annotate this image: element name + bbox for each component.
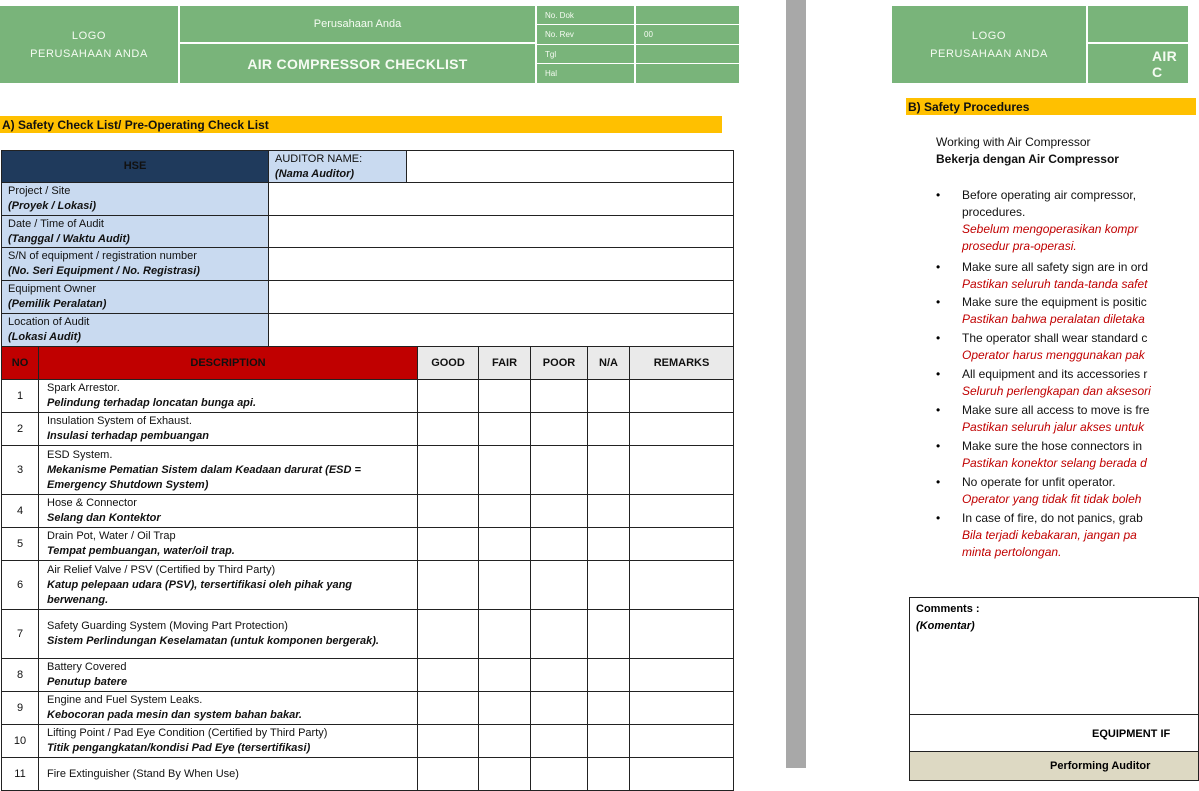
cell-poor[interactable] (531, 380, 588, 413)
item-number: 7 (2, 610, 39, 659)
doc-field-label: Hal (537, 64, 635, 83)
cell-poor[interactable] (531, 446, 588, 495)
procedure-text-id: Bila terjadi kebakaran, jangan pa (962, 528, 1137, 542)
item-number: 11 (2, 758, 39, 791)
document-title (1088, 44, 1188, 83)
col-fair: FAIR (479, 347, 531, 380)
procedure-text-en: No operate for unfit operator. (962, 475, 1116, 489)
item-description-en: Air Relief Valve / PSV (Certified by Third Party) (47, 563, 276, 576)
cell-remarks[interactable] (630, 413, 734, 446)
table-row (2, 561, 734, 610)
bullet-icon: • (936, 260, 941, 274)
cell-good[interactable] (418, 610, 479, 659)
cell-poor[interactable] (531, 659, 588, 692)
table-row (2, 758, 734, 791)
item-description-en: Lifting Point / Pad Eye Condition (Certified by Third Party) (47, 727, 328, 739)
item-description (39, 380, 418, 413)
procedure-text-id: Operator harus menggunakan pak (962, 348, 1145, 362)
item-number: 10 (2, 725, 39, 758)
performing-auditor-label: Performing Auditor (1050, 760, 1151, 772)
cell-na[interactable] (588, 446, 630, 495)
item-description-id: Pelindung terhadap loncatan bunga api. (47, 397, 257, 409)
cell-fair[interactable] (479, 725, 531, 758)
info-value-field[interactable] (269, 183, 734, 216)
cell-good[interactable] (418, 495, 479, 528)
table-row (2, 659, 734, 692)
info-value-field[interactable] (269, 216, 734, 248)
cell-good[interactable] (418, 446, 479, 495)
col-good: GOOD (418, 347, 479, 380)
section-b-title (906, 98, 1196, 115)
bullet-icon: • (936, 475, 941, 489)
item-description (39, 495, 418, 528)
cell-poor[interactable] (531, 692, 588, 725)
bullet-icon: • (936, 403, 941, 417)
cell-fair[interactable] (479, 659, 531, 692)
doc-field-value (636, 45, 739, 64)
cell-remarks[interactable] (630, 725, 734, 758)
equipment-row (909, 714, 1199, 752)
hse-header: HSE (2, 151, 269, 183)
item-description-en: Spark Arrestor. (47, 382, 120, 394)
page-divider (786, 0, 806, 768)
item-number: 8 (2, 659, 39, 692)
performing-auditor-row (909, 751, 1199, 781)
cell-good[interactable] (418, 659, 479, 692)
cell-poor[interactable] (531, 413, 588, 446)
bullet-icon: • (936, 188, 941, 202)
cell-fair[interactable] (479, 413, 531, 446)
item-description (39, 528, 418, 561)
info-label: Equipment Owner (Pemilik Peralatan) (2, 281, 269, 314)
cell-fair[interactable] (479, 692, 531, 725)
item-description (39, 610, 418, 659)
cell-remarks[interactable] (630, 528, 734, 561)
cell-remarks[interactable] (630, 692, 734, 725)
procedure-text-id: Pastikan bahwa peralatan diletaka (962, 312, 1145, 326)
cell-remarks[interactable] (630, 446, 734, 495)
logo-line1: LOGO (971, 29, 1007, 42)
item-description-id: Katup pelepaan udara (PSV), tersertifikasi oleh pihak yang berwenang. (47, 578, 353, 606)
doc-field-label: No. Rev (537, 25, 635, 45)
doc-field-label: No. Dok (537, 6, 635, 25)
table-row (2, 725, 734, 758)
cell-good[interactable] (418, 380, 479, 413)
comments-label-id: (Komentar) (916, 620, 975, 632)
table-row (2, 495, 734, 528)
cell-remarks[interactable] (630, 380, 734, 413)
item-description-en: Drain Pot, Water / Oil Trap (47, 530, 176, 542)
cell-poor[interactable] (531, 528, 588, 561)
company-name (180, 6, 536, 43)
item-description-en: ESD System. (47, 448, 113, 461)
company-name-text: Perusahaan Anda (313, 18, 402, 30)
cell-na[interactable] (588, 528, 630, 561)
table-row (2, 446, 734, 495)
item-description-en: Fire Extinguisher (Stand By When Use) (47, 767, 239, 780)
procedure-text-en: In case of fire, do not panics, grab (962, 511, 1143, 525)
item-description-id: Kebocoran pada mesin dan system bahan bakar. (47, 709, 302, 721)
table-row (2, 380, 734, 413)
cell-fair[interactable] (479, 561, 531, 610)
item-description (39, 413, 418, 446)
cell-poor[interactable] (531, 495, 588, 528)
procedure-text-id: Seluruh perlengkapan dan aksesori (962, 384, 1151, 398)
info-value-field[interactable] (269, 314, 734, 347)
procedure-text-en: All equipment and its accessories r (962, 367, 1148, 381)
procedure-text-id: Pastikan seluruh tanda-tanda safet (962, 277, 1148, 291)
cell-poor[interactable] (531, 561, 588, 610)
doc-fields (537, 6, 739, 83)
procedure-text-en: Before operating air compressor, (962, 188, 1137, 202)
auditor-name-label: AUDITOR NAME: (Nama Auditor) (269, 151, 407, 183)
procedure-text-id: Operator yang tidak fit tidak boleh (962, 492, 1142, 506)
item-description-en: Hose & Connector (47, 497, 137, 509)
item-description (39, 659, 418, 692)
company-name (1088, 6, 1188, 43)
table-row (2, 610, 734, 659)
bullet-icon: • (936, 295, 941, 309)
col-na: N/A (588, 347, 630, 380)
item-number: 4 (2, 495, 39, 528)
cell-remarks[interactable] (630, 561, 734, 610)
col-description: DESCRIPTION (39, 347, 418, 380)
info-label: Location of Audit (Lokasi Audit) (2, 314, 269, 347)
cell-remarks[interactable] (630, 659, 734, 692)
procedure-text-id: Sebelum mengoperasikan kompr (962, 222, 1139, 236)
checklist-table (1, 150, 734, 791)
item-description (39, 692, 418, 725)
item-description-id: Insulasi terhadap pembuangan (47, 430, 209, 442)
item-number: 5 (2, 528, 39, 561)
cell-fair[interactable] (479, 380, 531, 413)
cell-fair[interactable] (479, 528, 531, 561)
item-description-id: Penutup batere (47, 676, 128, 688)
col-no: NO (2, 347, 39, 380)
info-value-field[interactable] (269, 281, 734, 314)
cell-na[interactable] (588, 495, 630, 528)
cell-poor[interactable] (531, 725, 588, 758)
item-description-en: Safety Guarding System (Moving Part Protection) (47, 620, 288, 632)
item-number: 2 (2, 413, 39, 446)
bullet-icon: • (936, 367, 941, 381)
logo-box (892, 6, 1087, 83)
comments-box[interactable] (909, 597, 1199, 715)
cell-remarks[interactable] (630, 495, 734, 528)
cell-fair[interactable] (479, 758, 531, 791)
procedure-text-id: minta pertolongan. (962, 545, 1062, 559)
item-description (39, 725, 418, 758)
cell-good[interactable] (418, 528, 479, 561)
info-value-field[interactable] (269, 248, 734, 281)
bullet-icon: • (936, 511, 941, 525)
item-number: 9 (2, 692, 39, 725)
cell-na[interactable] (588, 413, 630, 446)
procedure-text-id: Pastikan konektor selang berada d (962, 456, 1147, 470)
cell-good[interactable] (418, 725, 479, 758)
item-number: 3 (2, 446, 39, 495)
bullet-icon: • (936, 331, 941, 345)
table-row (2, 413, 734, 446)
item-number: 1 (2, 380, 39, 413)
info-label: Project / Site (Proyek / Lokasi) (2, 183, 269, 216)
cell-poor[interactable] (531, 758, 588, 791)
cell-na[interactable] (588, 725, 630, 758)
info-label: Date / Time of Audit (Tanggal / Waktu Audit) (2, 216, 269, 248)
bullet-icon: • (936, 439, 941, 453)
item-description (39, 446, 418, 495)
item-description-id: Selang dan Kontektor (47, 512, 161, 524)
document-title (180, 44, 536, 83)
table-row (2, 692, 734, 725)
item-description-id: Tempat pembuangan, water/oil trap. (47, 545, 235, 557)
cell-fair[interactable] (479, 610, 531, 659)
intro-id: Bekerja dengan Air Compressor (936, 152, 1119, 166)
cell-na[interactable] (588, 659, 630, 692)
procedure-text-en: Make sure all safety sign are in ord (962, 260, 1149, 274)
item-description (39, 561, 418, 610)
item-description-en: Battery Covered (47, 661, 127, 673)
doc-field-value (636, 6, 739, 25)
document-page-2 (806, 0, 1186, 772)
cell-good[interactable] (418, 692, 479, 725)
col-poor: POOR (531, 347, 588, 380)
procedure-text-id: Pastikan seluruh jalur akses untuk (962, 420, 1145, 434)
document-title-text: AIR C (1152, 47, 1178, 80)
logo-line2: PERUSAHAAN ANDA (930, 47, 1048, 60)
equipment-label: EQUIPMENT IF (1092, 728, 1171, 740)
column-header-row (2, 347, 734, 380)
cell-fair[interactable] (479, 495, 531, 528)
procedure-text-en: Make sure all access to move is fre (962, 403, 1150, 417)
cell-na[interactable] (588, 610, 630, 659)
procedure-text-en: procedures. (962, 205, 1026, 219)
logo-box (0, 6, 179, 83)
col-remarks: REMARKS (630, 347, 734, 380)
intro-en: Working with Air Compressor (936, 135, 1091, 149)
item-description-id: Titik pengangkatan/kondisi Pad Eye (tersertifikasi) (47, 742, 311, 754)
auditor-name-field[interactable] (407, 151, 734, 183)
item-description (39, 758, 418, 791)
cell-good[interactable] (418, 413, 479, 446)
doc-field-label: Tgl (537, 45, 635, 64)
item-description-en: Engine and Fuel System Leaks. (47, 694, 203, 706)
section-a-title (0, 116, 722, 133)
cell-na[interactable] (588, 380, 630, 413)
doc-field-value: 00 (636, 25, 739, 45)
cell-na[interactable] (588, 561, 630, 610)
cell-good[interactable] (418, 561, 479, 610)
item-description-id: Sistem Perlindungan Keselamatan (untuk komponen bergerak). (47, 635, 379, 647)
section-a-title-text: A) Safety Check List/ Pre-Operating Check List (2, 117, 269, 132)
item-description-id: Mekanisme Pematian Sistem dalam Keadaan darurat (ESD = Emergency Shutdown System) (47, 463, 361, 491)
cell-good[interactable] (418, 758, 479, 791)
logo-line2: PERUSAHAAN ANDA (30, 47, 148, 60)
cell-na[interactable] (588, 692, 630, 725)
procedure-text-en: Make sure the equipment is positic (962, 295, 1147, 309)
procedure-text-id: prosedur pra-operasi. (962, 239, 1077, 253)
doc-field-value (636, 64, 739, 83)
procedure-text-en: Make sure the hose connectors in (962, 439, 1143, 453)
section-b-title-text: B) Safety Procedures (908, 99, 1030, 114)
cell-fair[interactable] (479, 446, 531, 495)
cell-remarks[interactable] (630, 610, 734, 659)
cell-remarks[interactable] (630, 758, 734, 791)
cell-na[interactable] (588, 758, 630, 791)
document-title-text: AIR COMPRESSOR CHECKLIST (247, 55, 468, 72)
table-row (2, 528, 734, 561)
logo-line1: LOGO (71, 29, 107, 42)
page-gutter (760, 0, 806, 768)
item-description-en: Insulation System of Exhaust. (47, 415, 192, 427)
info-label: S/N of equipment / registration number (No. Seri Equipment / No. Registrasi) (2, 248, 269, 281)
item-number: 6 (2, 561, 39, 610)
comments-label: Comments : (916, 603, 980, 615)
cell-poor[interactable] (531, 610, 588, 659)
procedure-text-en: The operator shall wear standard c (962, 331, 1148, 345)
